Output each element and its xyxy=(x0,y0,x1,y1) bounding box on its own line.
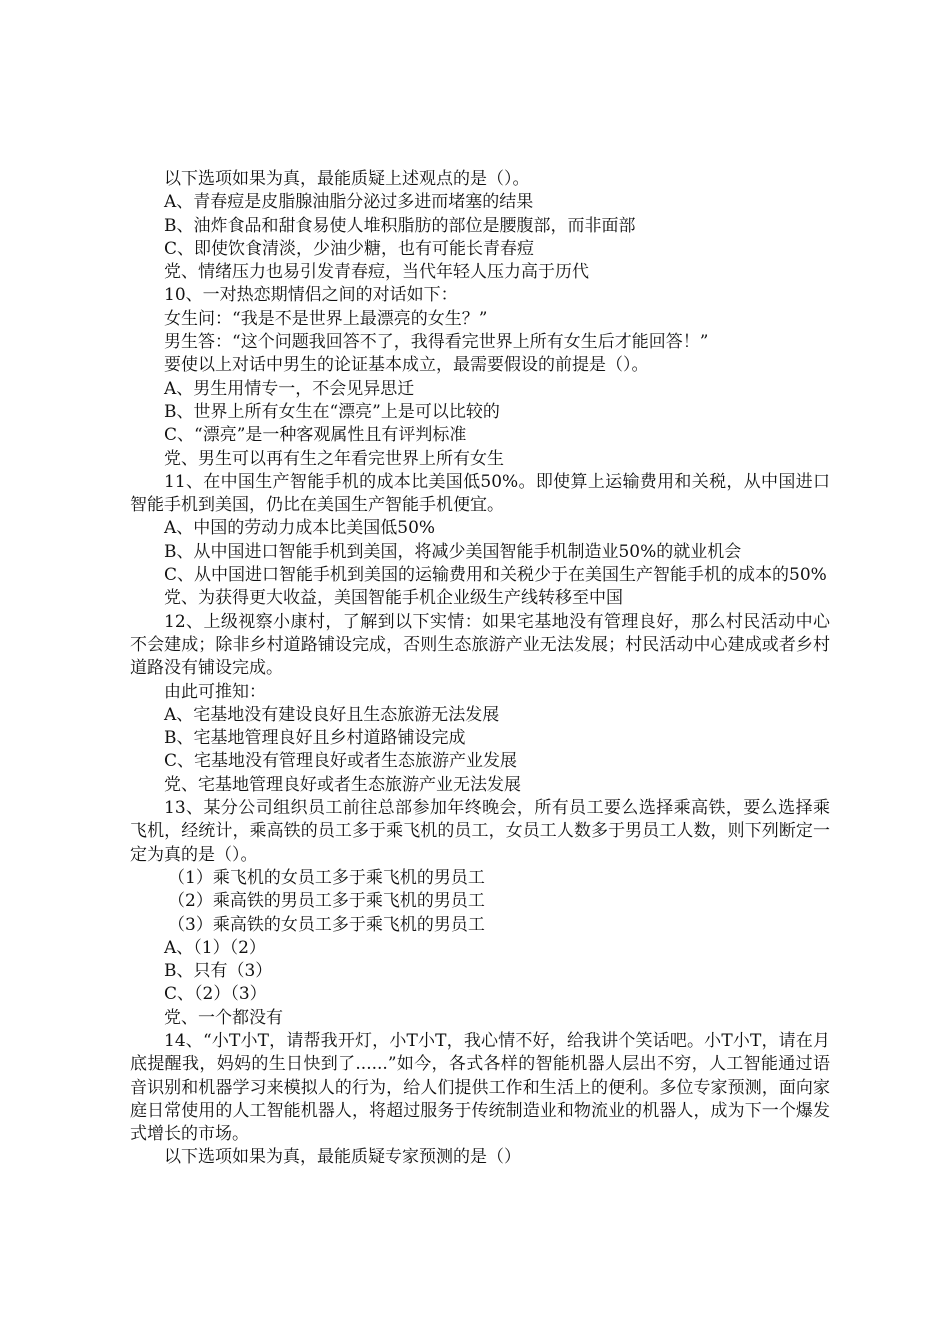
option-c: C、从中国进口智能手机到美国的运输费用和关税少于在美国生产智能手机的成本的50% xyxy=(164,565,827,586)
question-prompt: 要使以上对话中男生的论证基本成立，最需要假设的前提是（）。 xyxy=(164,355,649,376)
option-a: A、男生用情专一，不会见异思迁 xyxy=(164,378,415,399)
option-c: C、（2）（3） xyxy=(164,984,267,1005)
statement-1: （1）乘飞机的女员工多于乘飞机的男员工 xyxy=(168,867,485,888)
option-c: C、宅基地没有管理良好或者生态旅游产业发展 xyxy=(164,751,518,772)
question-prompt: 以下选项如果为真，最能质疑上述观点的是（）。 xyxy=(164,169,530,189)
statement-2: （2）乘高铁的男员工多于乘飞机的男员工 xyxy=(168,891,485,912)
question-prompt: 以下选项如果为真，最能质疑专家预测的是（） xyxy=(164,1147,521,1168)
option-c: C、“漂亮”是一种客观属性且有评判标准 xyxy=(164,425,467,446)
document-body xyxy=(130,168,830,1170)
dialogue-line: 男生答：“这个问题我回答不了，我得看完世界上所有女生后才能回答！” xyxy=(164,332,709,353)
question-prompt: 由此可推知： xyxy=(164,681,266,702)
option-a: A、中国的劳动力成本比美国低50% xyxy=(164,518,436,539)
option-c: C、即使饮食清淡，少油少糖，也有可能长青春痘 xyxy=(164,238,535,259)
option-b: B、宅基地管理良好且乡村道路铺设完成 xyxy=(164,728,466,749)
dialogue-line: 女生问：“我是不是世界上最漂亮的女生？” xyxy=(164,308,488,329)
option-b: B、从中国进口智能手机到美国，将减少美国智能手机制造业50%的就业机会 xyxy=(164,541,742,562)
option-a: A、（1）（2） xyxy=(164,937,266,958)
option-d: 党、情绪压力也易引发青春痘，当代年轻人压力高于历代 xyxy=(164,262,589,283)
option-a: A、青春痘是皮脂腺油脂分泌过多进而堵塞的结果 xyxy=(164,192,534,213)
option-b: B、只有（3） xyxy=(164,961,273,982)
option-b: B、油炸食品和甜食易使人堆积脂肪的部位是腰腹部，而非面部 xyxy=(164,215,636,236)
option-d: 党、男生可以再有生之年看完世界上所有女生 xyxy=(164,448,504,469)
option-a: A、宅基地没有建设良好且生态旅游无法发展 xyxy=(164,704,500,725)
question-11: 11、在中国生产智能手机的成本比美国低50%。即使算上运输费用和关税，从中国进口智能手机到美国，仍比在美国生产智能手机便宜。 xyxy=(130,471,830,516)
question-12: 12、上级视察小康村，了解到以下实情：如果宅基地没有管理良好，那么村民活动中心不会建成；除非乡村道路铺设完成，否则生态旅游产业无法发展；村民活动中心建成或者乡村道路没有铺设完成。 xyxy=(130,611,830,679)
option-d: 党、一个都没有 xyxy=(164,1007,283,1028)
option-d: 党、为获得更大收益，美国智能手机企业级生产线转移至中国 xyxy=(164,588,623,609)
option-b: B、世界上所有女生在“漂亮”上是可以比较的 xyxy=(164,401,500,422)
question-10: 10、一对热恋期情侣之间的对话如下： xyxy=(164,285,458,306)
question-14: 14、“小T小T，请帮我开灯，小T小T，我心情不好，给我讲个笑话吧。小T小T，请在月底提醒我，妈妈的生日快到了......”如今，各式各样的智能机器人层出不穷，人工智能通过语音识别和机器学习来模拟人的行为，给人们提供工作和生活上的便利。多位专家预测，面向家庭日常使用的人工智能机器人，将超过服务于传统制造业和物流业的机器人，成为下一个爆发式增长的市场。 xyxy=(130,1030,830,1145)
statement-3: （3）乘高铁的女员工多于乘飞机的男员工 xyxy=(168,914,485,935)
option-d: 党、宅基地管理良好或者生态旅游产业无法发展 xyxy=(164,774,521,795)
question-13: 13、某分公司组织员工前往总部参加年终晚会，所有员工要么选择乘高铁，要么选择乘飞机，经统计，乘高铁的员工多于乘飞机的员工，女员工人数多于男员工人数，则下列断定一定为真的是（）。 xyxy=(130,798,830,865)
